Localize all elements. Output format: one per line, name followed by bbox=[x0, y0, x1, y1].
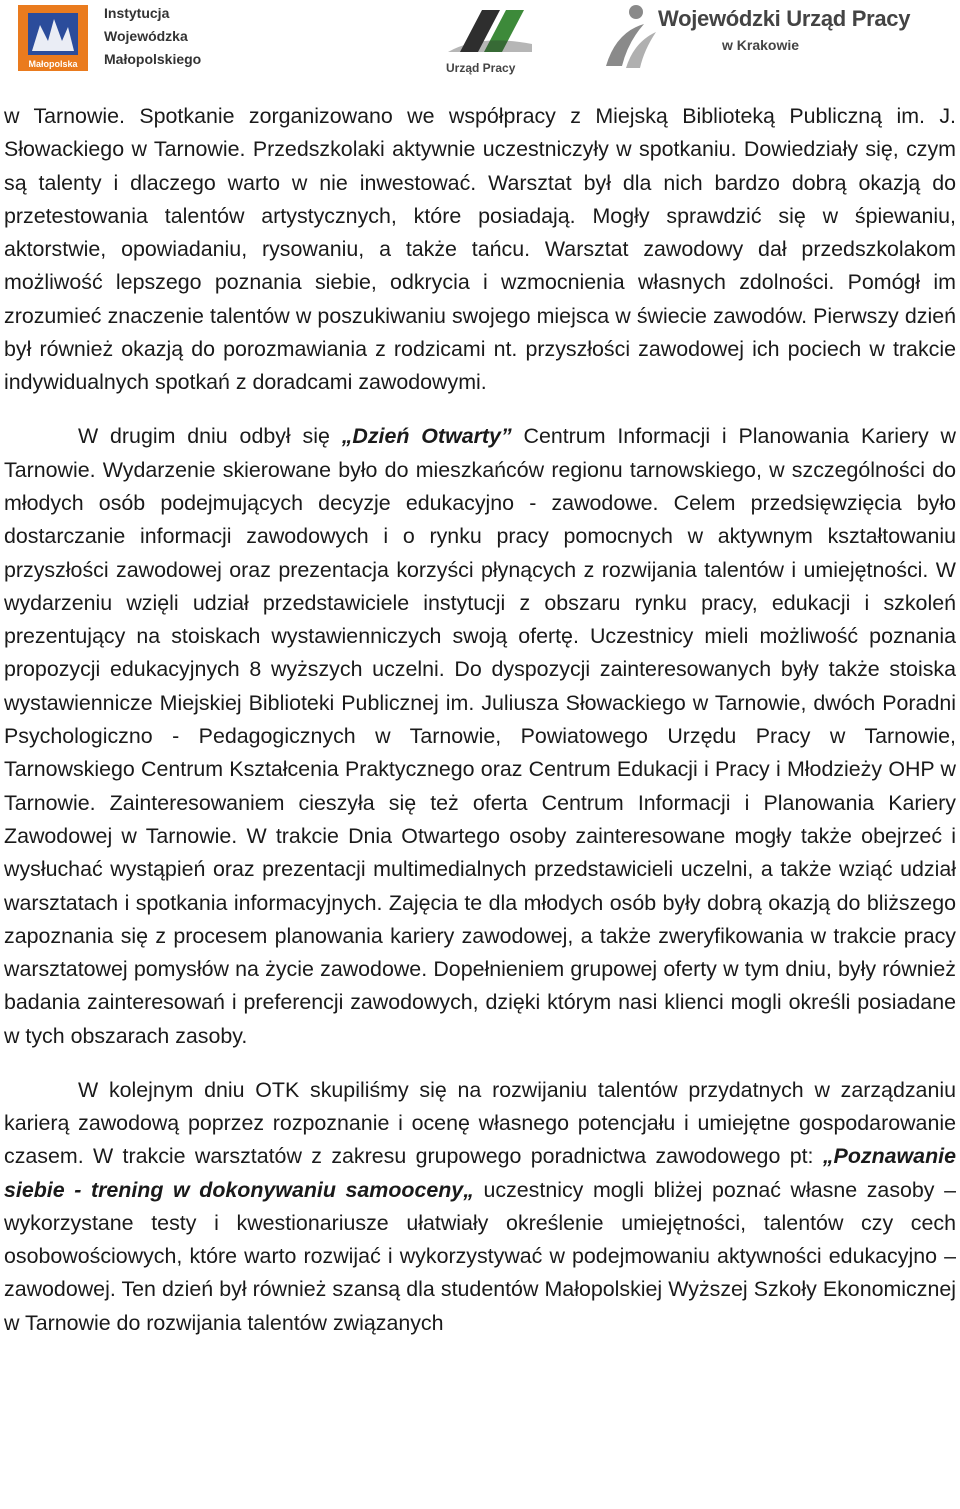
paragraph-text: W kolejnym dniu OTK skupiliśmy się na rozwijaniu talentów przydatnych w zarządzaniu karierą zawodową poprzez rozpoznanie i ocenę własnego potencjału i umiejętne gospodarowanie czasem. W trakcie warsztatów z zakresu grupowego poradnictwa zawodowego pt: bbox=[4, 1077, 956, 1169]
wup-logo bbox=[600, 2, 660, 74]
malopolska-logo bbox=[18, 5, 88, 71]
emphasis-text: „Dzień Otwarty” bbox=[341, 424, 512, 449]
paragraph-text: Centrum Informacji i Planowania Kariery w Tarnowie. Wydarzenie skierowane było do mieszkańców regionu tarnowskiego, w szczególności do młodych osób podejmujących decyzje edukacyjno - zawodowe. Celem przedsięwzięcia było dostarczanie informacji zawodowych i o rynku pracy pomocnych w aktywnym kształtowaniu przyszłości zawodowej oraz prezentacja korzyści płynących z rozwijania talentów i umiejętności. W wydarzeniu wzięli udział przedstawiciele instytucji z obszaru rynku pracy, edukacji i szkoleń prezentujący na stoiskach wystawienniczych swoją ofertę. Uczestnicy mieli możliwość poznania propozycji edukacyjnych 8 wyższych uczelni. Do dyspozycji zainteresowanych były także stoiska wystawiennicze Miejskiej Biblioteki Publicznej im. Juliusza Słowackiego w Tarnowie, dwóch Poradni Psychologiczno - Pedagogicznych w Tarnowie, Powiatowego Urzędu Pracy w Tarnowie, Tarnowskiego Centrum Kształcenia Praktycznego oraz Centrum Edukacji i Pracy i Młodzieży OHP w Tarnowie. Zainteresowaniem cieszyła się też oferta Centrum Informacji i Planowania Kariery Zawodowej w Tarnowie. W trakcie Dnia Otwartego osoby zainteresowane mogły także obejrzeć i wysłuchać wystąpień oraz prezentacji multimedialnych przedstawicieli uczelni, a także wziąć udział warsztatach i spotkania informacyjnych. Zajęcia te dla młodych osób były dobrą okazją do bliższego zapoznania się z procesem planowania kariery zawodowej, a także zweryfikowania w trakcie pracy warsztatowej pomysłów na życie zawodowe. Dopełnieniem grupowej oferty w tym dniu, były również badania zainteresowań i preferencji zawodowych, dzięki którym nasi klienci mogli określi posiadane w tych obszarach zasoby. bbox=[4, 424, 957, 1048]
paragraph-text: w Tarnowie. Spotkanie zorganizowano we współpracy z Miejską Biblioteką Publiczną im. J. Słowackiego w Tarnowie. Przedszkolaki aktywnie uczestniczyły w spotkaniu. Dowiedziały się, czym są talenty i dlaczego warto w nie inwestować. Warsztat był dla nich bardzo dobrą okazją do przetestowania talentów artystycznych, które posiadają. Mogły sprawdzić się w śpiewaniu, aktorstwie, opowiadaniu, rysowaniu, a także tańcu. Warsztat zawodowy dał przedszkolakom możliwość lepszego poznania siebie, odkrycia i wzmocnienia własnych zdolności. Pomógł im zrozumieć znaczenie talentów w poszukiwaniu swojego miejsca w świecie zawodów. Pierwszy dzień był również okazją do porozmawiania z rodzicami nt. przyszłości zawodowej ich pociech w trakcie indywidualnych spotkań z doradcami zawodowymi. bbox=[4, 104, 956, 395]
document-body bbox=[4, 100, 956, 1340]
malopolska-badge-text: Małopolska bbox=[28, 59, 78, 69]
urzad-pracy-logo-text: Urząd Pracy bbox=[446, 61, 516, 75]
emphasis-text: „Poznawanie siebie - trening w dokonywaniu samooceny„ bbox=[4, 1144, 956, 1202]
paragraph-text: uczestnicy mogli bliżej poznać własne zasoby – wykorzystane testy i kwestionariusze ułatwiały określenie umiejętności, talentów czy cech osobowościowych, które warto rozwijać i wykorzystywać w podejmowaniu aktywności edukacyjno – zawodowej. Ten dzień był również szansą dla studentów Małopolskiej Wyższej Szkoły Ekonomicznej w Tarnowie do rozwijania talentów związanych bbox=[4, 1177, 956, 1335]
paragraph bbox=[4, 1074, 956, 1340]
malopolska-logo-line: Małopolskiego bbox=[104, 51, 202, 67]
wup-logo-subtitle: w Krakowie bbox=[722, 37, 800, 53]
malopolska-logo-line: Wojewódzka bbox=[104, 28, 188, 44]
malopolska-logo-line: Instytucja bbox=[104, 5, 170, 21]
paragraph-text: W drugim dniu odbył się bbox=[78, 424, 342, 449]
page-header bbox=[0, 0, 960, 84]
urzad-pracy-logo bbox=[440, 4, 540, 62]
paragraph bbox=[4, 420, 956, 1053]
paragraph bbox=[4, 100, 956, 400]
malopolska-logo-title bbox=[104, 2, 201, 71]
wup-logo-title: Wojewódzki Urząd Pracy bbox=[658, 6, 911, 31]
